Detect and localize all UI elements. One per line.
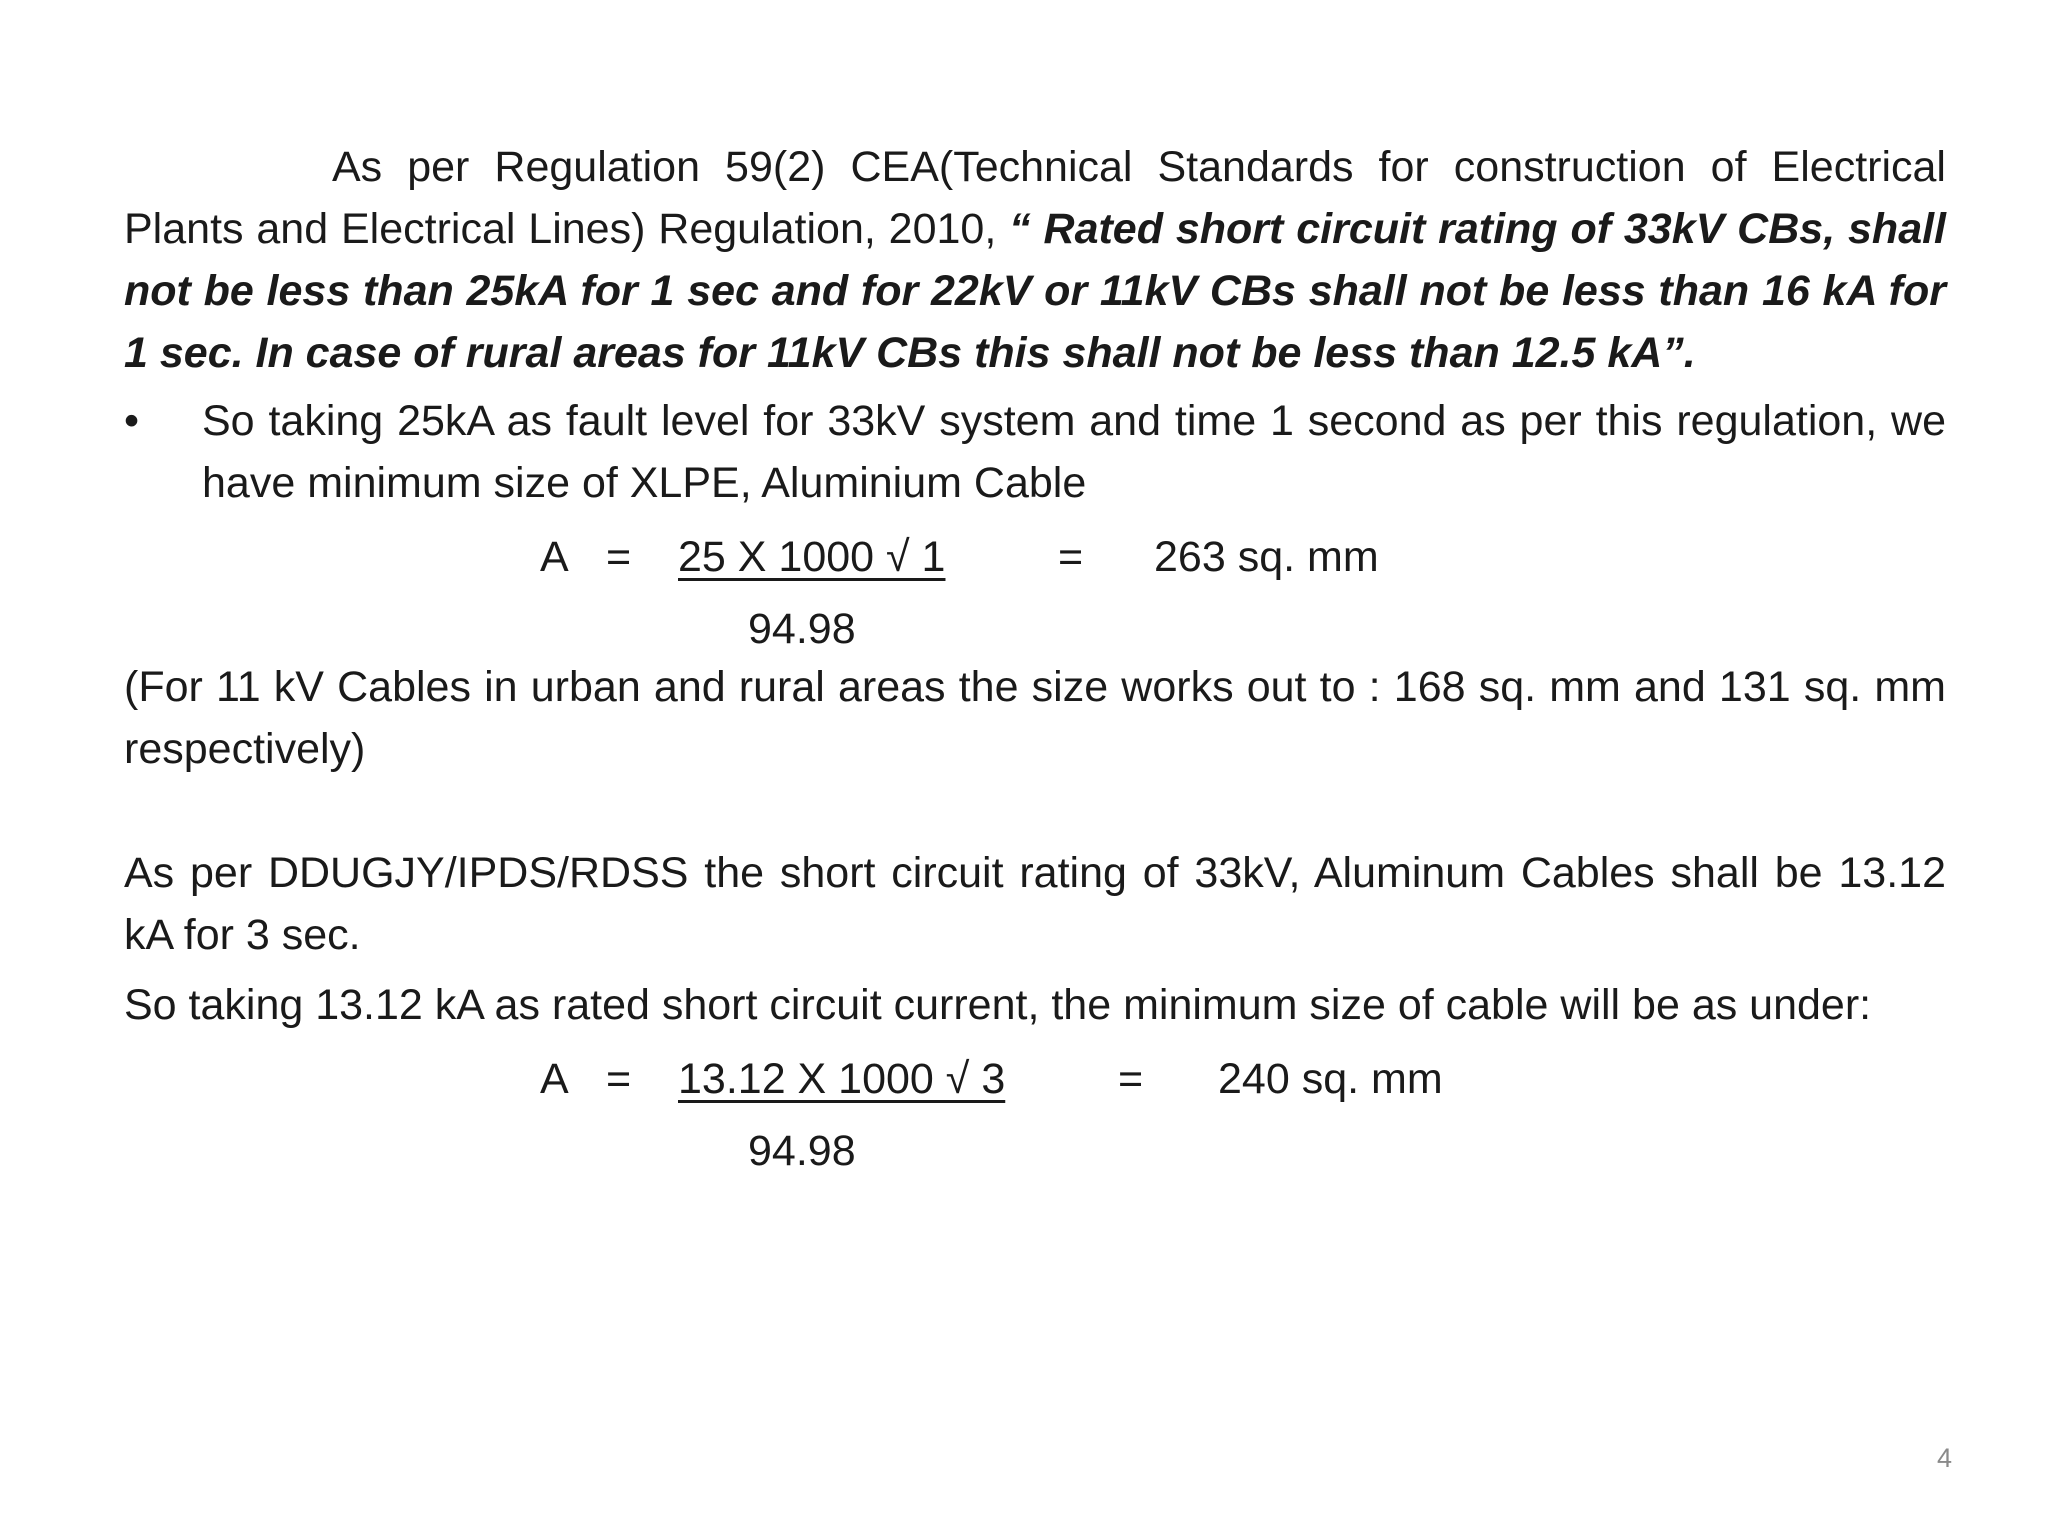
regulation-paragraph — [124, 136, 1946, 384]
formula-equals: = — [606, 533, 632, 581]
formula-numerator: 13.12 X 1000 √ 3 — [678, 1055, 1006, 1103]
taking-paragraph: So taking 13.12 kA as rated short circuit current, the minimum size of cable will be as under: — [124, 981, 1872, 1029]
regulation-lead-text: As per Regulation 59(2) CEA(Technical Standards for construction of Electrical Plants and Electrical Lines) Regulation, 2010, — [124, 143, 1946, 253]
formula-lhs: A — [540, 533, 569, 581]
bullet-text: So taking 25kA as fault level for 33kV system and time 1 second as per this regulation, we have minimum size of XLPE, Aluminium Cable — [202, 397, 1946, 507]
bullet-marker: • — [124, 397, 140, 445]
spacer — [124, 780, 1946, 842]
formula-equals: = — [1118, 1055, 1144, 1103]
slide-content — [124, 136, 1946, 1178]
formula-33kv-25ka — [124, 514, 1946, 656]
page-number: 4 — [1936, 1443, 1952, 1473]
formula-equals: = — [1058, 533, 1084, 581]
formula-33kv-13-12ka — [124, 1036, 1946, 1178]
formula-denominator: 94.98 — [748, 605, 856, 653]
ddugjy-paragraph: As per DDUGJY/IPDS/RDSS the short circuit rating of 33kV, Aluminum Cables shall be 13.12 kA for 3 sec. — [124, 849, 1946, 959]
formula-result: 240 sq. mm — [1218, 1055, 1443, 1103]
bullet-item — [124, 390, 1946, 514]
formula-denominator: 94.98 — [748, 1127, 856, 1175]
formula-numerator: 25 X 1000 √ 1 — [678, 533, 946, 581]
regulation-quote: “ Rated short circuit rating of 33kV CBs, shall not be less than 25kA for 1 sec and for 22kV or 11kV CBs shall not be less than 16 kA for 1 sec. In case of rural areas for 11kV CBs this shall not be less than 12.5 kA”. — [124, 205, 1947, 377]
formula-lhs: A — [540, 1055, 569, 1103]
formula-equals: = — [606, 1055, 632, 1103]
note-paragraph: (For 11 kV Cables in urban and rural areas the size works out to : 168 sq. mm and 131 sq. mm respectively) — [124, 663, 1946, 773]
formula-result: 263 sq. mm — [1154, 533, 1379, 581]
